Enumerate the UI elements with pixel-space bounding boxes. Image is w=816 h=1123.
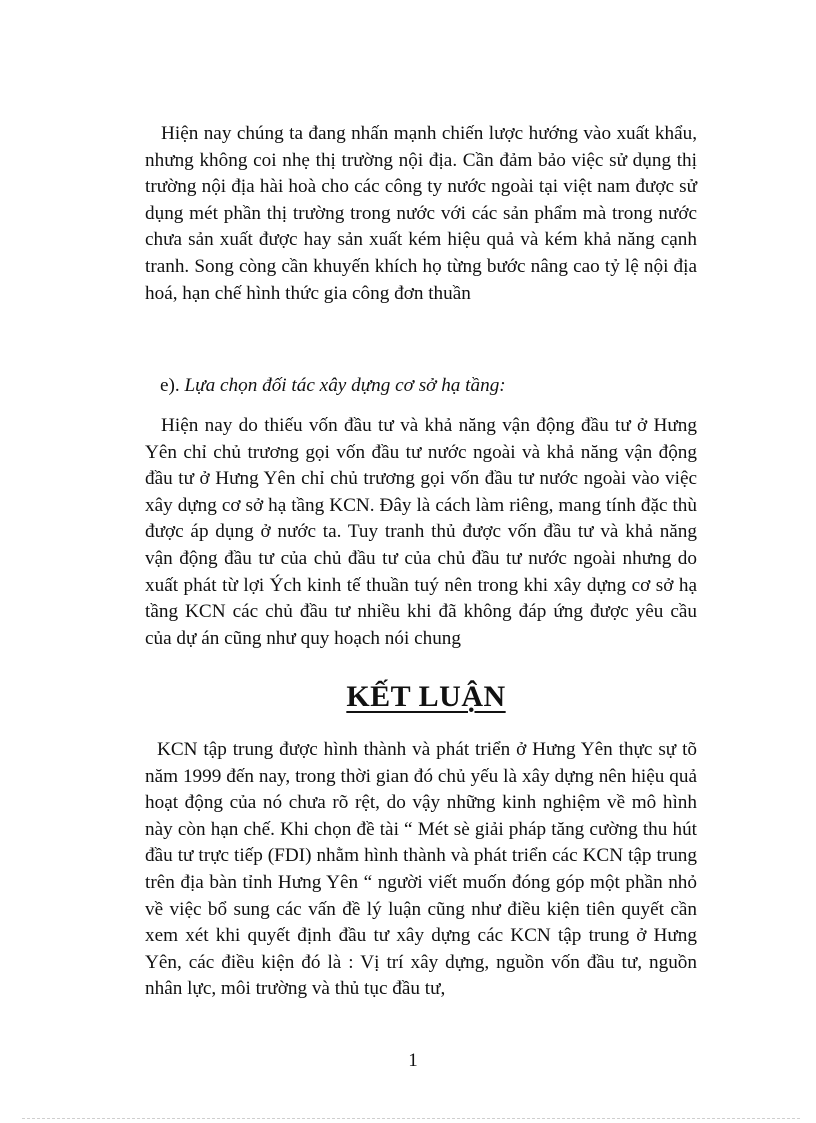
section-e-title: Lựa chọn đối tác xây dựng cơ sở hạ tầng:: [184, 375, 506, 396]
paragraph-infrastructure-partners: Hiện nay do thiếu vốn đầu tư và khả năng vận động đầu tư ở Hưng Yên chỉ chủ trương gọi vốn đầu tư nước ngoài và khả năng vận động đầu tư ở Hưng Yên chỉ chủ trương gọi vốn đầu tư nước ngoài vào việc xây dựng cơ sở hạ tầng KCN. Đây là cách làm riêng, mang tính đặc thù được áp dụng ở nước ta. Tuy tranh thủ được vốn đầu tư và khả năng vận động đầu tư của chủ đầu tư của chủ đầu tư nước ngoài nhưng do xuất phát từ lợi Ých kinh tế thuần tuý nên trong khi xây dựng cơ sở hạ tầng KCN các chủ đầu tư nhiều khi đã không đáp ứng được yêu cầu của dự án cũng như quy hoạch nói chung: [145, 415, 697, 649]
section-e-heading: [160, 373, 506, 399]
paragraph-export-strategy: Hiện nay chúng ta đang nhấn mạnh chiến lược hướng vào xuất khẩu, nhưng không coi nhẹ thị trường nội địa. Cần đảm bảo việc sử dụng thị trường nội địa hài hoà cho các công ty nước ngoài tại việt nam được sử dụng mét phần thị trường trong nước với các sản phẩm mà trong nước chưa sản xuất được hay sản xuất kém hiệu quả và kém khả năng cạnh tranh. Song còng cần khuyến khích họ từng bước nâng cao tỷ lệ nội địa hoá, hạn chế hình thức gia công đơn thuần: [145, 123, 697, 304]
section-e-number: e).: [160, 375, 180, 396]
paragraph-conclusion: KCN tập trung được hình thành và phát triển ở Hưng Yên thực sự tõ năm 1999 đến nay, trong thời gian đó chủ yếu là xây dựng nên hiệu quả hoạt động của nó chưa rõ rệt, do vậy những kinh nghiệm về mô hình này còn hạn chế. Khi chọn đề tài “ Mét sè giải pháp tăng cường thu hút đầu tư trực tiếp (FDI) nhằm hình thành và phát triển các KCN tập trung trên địa bàn tỉnh Hưng Yên “ người viết muốn đóng góp một phần nhỏ về việc bổ sung các vấn đề lý luận cũng như điều kiện tiên quyết cần xem xét khi quyết định đầu tư xây dựng các KCN tập trung ở Hưng Yên, các điều kiện đó là : Vị trí xây dựng, nguồn vốn đầu tư, nguồn nhân lực, môi trường và thủ tục đầu tư,: [145, 739, 697, 1000]
page-bottom-divider: [22, 1118, 800, 1119]
page-number: 1: [408, 1050, 418, 1071]
conclusion-heading: KẾT LUẬN: [346, 680, 506, 713]
